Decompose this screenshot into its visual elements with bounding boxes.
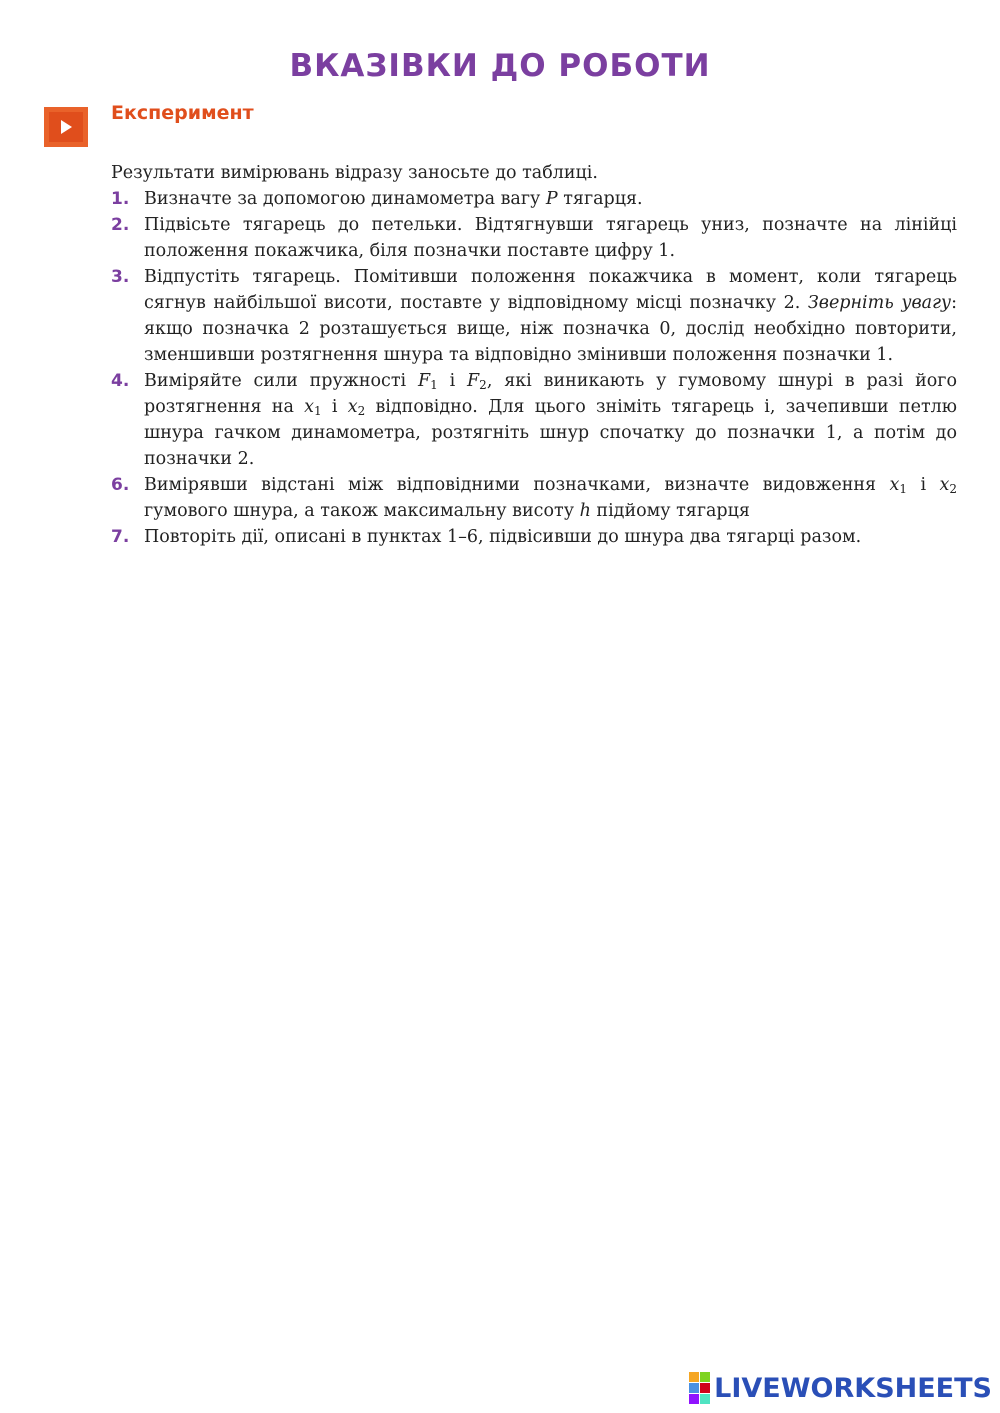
logo-square [700, 1383, 710, 1393]
step-7 [111, 524, 957, 550]
step-text: Виміряйте сили пружності $F_1$ і $F_2$, які виникають у гумовому шнурі в разі його розтягнення на $x_1$ і $x_2$ відповідно. Для цього зніміть тягарець і, зачепивши петлю шнура гачком динамометра, розтягніть шнур спочатку до позначки 1, а потім до позначки 2. [144, 371, 957, 469]
step-number: 2. [111, 215, 130, 235]
step-number: 4. [111, 371, 130, 391]
step-4 [111, 368, 957, 472]
instructions-body [111, 160, 957, 550]
step-number: 6. [111, 475, 130, 495]
logo-square [689, 1372, 699, 1382]
step-number: 3. [111, 267, 130, 287]
step-number: 7. [111, 527, 130, 547]
liveworksheets-logo[interactable] [689, 1371, 992, 1405]
step-6 [111, 472, 957, 524]
logo-square [689, 1383, 699, 1393]
logo-text: LIVEWORKSHEETS [714, 1372, 992, 1404]
intro-text: Результати вимірювань відразу заносьте до таблиці. [111, 163, 598, 183]
step-text: Вимірявши відстані між відповідними позначками, визначте видовження $x_1$ і $x_2$ гумового шнура, а також максимальну висоту h підйому тягарця [144, 475, 957, 521]
step-text: Визначте за допомогою динамометра вагу P тягарця. [144, 189, 643, 209]
emphasis: Зверніть увагу [807, 293, 952, 313]
page-title: ВКАЗІВКИ ДО РОБОТИ [289, 48, 711, 84]
step-2 [111, 212, 957, 264]
step-number: 1. [111, 189, 130, 209]
step-text: Повторіть дії, описані в пунктах 1–6, підвісивши до шнура два тягарці разом. [144, 527, 862, 547]
liveworksheets-grid-icon [689, 1372, 710, 1404]
step-text: Відпустіть тягарець. Помітивши положення покажчика в момент, коли тягарець сягнув найбільшої висоти, поставте у відповідному місці позначку 2. Зверніть увагу: якщо позначка 2 розташується вище, ніж позначка 0, дослід необхідно повторити, зменшивши розтягнення шнура та відповідно змінивши положення позначки 1. [144, 267, 957, 365]
play-triangle-icon [59, 119, 73, 135]
step-1 [111, 186, 957, 212]
section-marker [44, 107, 88, 147]
step-3 [111, 264, 957, 368]
logo-square [700, 1372, 710, 1382]
logo-square [700, 1394, 710, 1404]
step-text: Підвісьте тягарець до петельки. Відтягнувши тягарець униз, позначте на лінійці положення покажчика, біля позначки поставте цифру 1. [144, 215, 957, 261]
logo-square [689, 1394, 699, 1404]
section-title: Експеримент [111, 102, 254, 124]
